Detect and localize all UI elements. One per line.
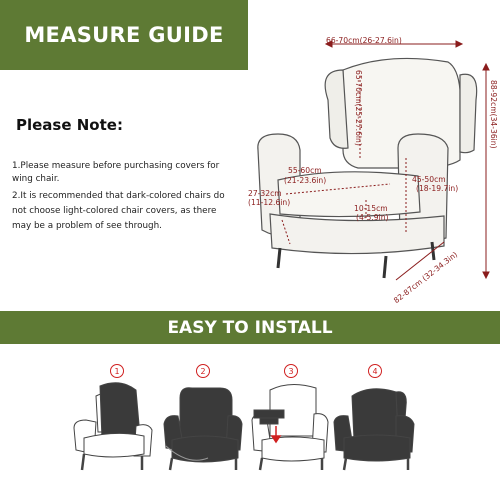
step-4-illustration [330, 376, 420, 472]
cushion-thickness-in: (4-5.9in) [356, 213, 389, 222]
seat-width-in: (21-23.6in) [284, 176, 327, 185]
note-line-1: 1.Please measure before purchasing covers for [12, 161, 220, 171]
note-line-2: wing chair. [12, 174, 60, 184]
measure-guide-title: MEASURE GUIDE [24, 23, 224, 47]
total-height-dimension: 88-92cm(34-36in) [489, 80, 498, 149]
width-dimension: 66-70cm(26-27.6in) [326, 36, 402, 45]
step-number-2: 2 [196, 364, 210, 378]
install-step-2 [158, 364, 248, 472]
step-3-illustration [246, 376, 336, 472]
note-heading: Please Note: [16, 116, 123, 134]
note-line-4: not choose light-colored chair covers, as there [12, 206, 217, 216]
step-1-illustration [72, 376, 162, 472]
seat-width-cm: 55-60cm [288, 166, 322, 175]
note-line-5: may be a problem of see through. [12, 221, 162, 231]
measure-guide-banner [0, 0, 248, 70]
chair-illustration [248, 30, 500, 310]
arm-height-cm: 45-50cm [412, 175, 446, 184]
note-line-3: 2.It is recommended that dark-colored chairs do [12, 191, 225, 201]
install-step-3 [246, 364, 336, 472]
step-2-illustration [158, 376, 248, 472]
step-number-3: 3 [284, 364, 298, 378]
seat-depth-cm: 27-32cm [248, 189, 282, 198]
easy-install-title: EASY TO INSTALL [167, 317, 333, 338]
install-step-1 [72, 364, 162, 472]
arm-height-in: (18-19.7in) [416, 184, 459, 193]
cushion-thickness-cm: 10-15cm [354, 204, 388, 213]
step-number-4: 4 [368, 364, 382, 378]
back-height-dimension: 65-70cm(25-27.6in) [354, 70, 363, 146]
install-step-4 [330, 364, 420, 472]
easy-install-banner [0, 311, 500, 344]
depth-dimension: 82-87cm (32-34.3in) [392, 249, 460, 306]
seat-depth-in: (11-12.6in) [248, 198, 291, 207]
step-number-1: 1 [110, 364, 124, 378]
chair-measure-diagram [248, 30, 500, 310]
